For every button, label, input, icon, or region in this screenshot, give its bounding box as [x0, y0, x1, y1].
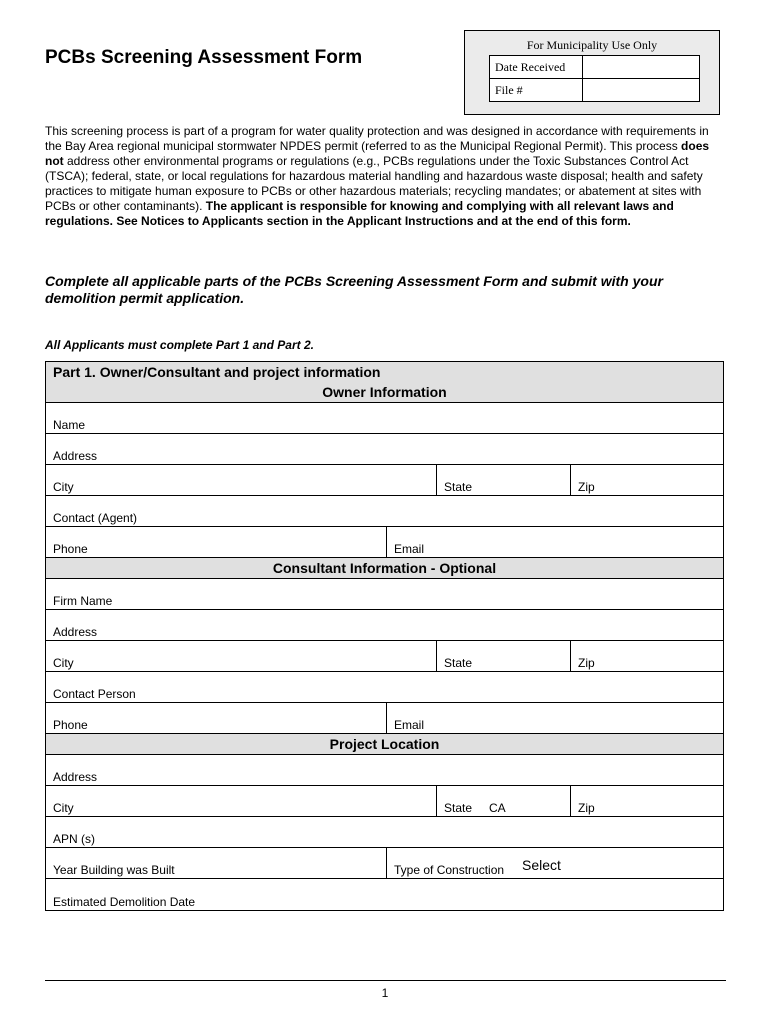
- owner-name-label: Name: [53, 418, 86, 432]
- consultant-address-row: [46, 610, 723, 641]
- consultant-state-label: State: [444, 656, 473, 670]
- intro-text-2: address other environmental programs or regulations (e.g., PCBs regulations under the Toxic Substances Control Act (TSCA); federal, state, or local regulations for hazardous material handling and hazardous waste disposal; health and safety practices to mitigate human exposure to PCBs or other hazardous materials; recycling mandates; or abatement at sites with PCBs or other contaminants).: [45, 154, 703, 213]
- project-city-field[interactable]: [46, 786, 436, 816]
- municipality-header: For Municipality Use Only: [526, 38, 658, 52]
- project-address-row: [46, 755, 723, 786]
- project-apn-row: [46, 817, 723, 848]
- owner-contact-row: [46, 496, 723, 527]
- municipality-use-box: [464, 30, 720, 115]
- owner-city-label: City: [53, 480, 74, 494]
- consultant-phone-field[interactable]: [46, 703, 386, 733]
- intro-bold-1: does not: [45, 139, 710, 168]
- consultant-address-label: Address: [53, 625, 98, 639]
- consultant-contact-row: [46, 672, 723, 703]
- consultant-contact-label: Contact Person: [53, 687, 136, 701]
- owner-address-label: Address: [53, 449, 98, 463]
- owner-contact-label: Contact (Agent): [53, 511, 138, 525]
- consultant-city-field[interactable]: [46, 641, 436, 671]
- project-state-value: CA: [489, 801, 506, 815]
- file-number-field[interactable]: [583, 79, 700, 102]
- owner-address-field[interactable]: [46, 434, 723, 464]
- project-zip-label: Zip: [578, 801, 595, 815]
- project-city-label: City: [53, 801, 74, 815]
- owner-zip-label: Zip: [578, 480, 595, 494]
- consultant-email-label: Email: [394, 718, 425, 732]
- project-section-heading: Project Location: [46, 734, 723, 755]
- project-apn-label: APN (s): [53, 832, 95, 846]
- consultant-phone-label: Phone: [53, 718, 88, 732]
- intro-bold-2: The applicant is responsible for knowing and complying with all relevant laws and regulations. See Notices to Applicants section in the Applicant Instructions and at the end of this form.: [45, 199, 674, 228]
- date-received-field[interactable]: [583, 56, 700, 79]
- project-year-row: [46, 848, 723, 879]
- year-built-label: Year Building was Built: [53, 863, 175, 877]
- consultant-firm-label: Firm Name: [53, 594, 113, 608]
- construction-type-cell: [386, 848, 723, 878]
- page-number: 1: [381, 986, 389, 1000]
- municipality-table: [489, 55, 700, 102]
- demolition-date-label: Estimated Demolition Date: [53, 895, 196, 909]
- owner-name-field[interactable]: [46, 403, 723, 433]
- consultant-zip-label: Zip: [578, 656, 595, 670]
- project-city-row: [46, 786, 723, 817]
- consultant-firm-field[interactable]: [46, 579, 723, 609]
- project-address-label: Address: [53, 770, 98, 784]
- intro-paragraph: [45, 124, 723, 229]
- construction-type-label: Type of Construction: [394, 863, 505, 877]
- owner-address-row: [46, 434, 723, 465]
- owner-phone-row: [46, 527, 723, 558]
- owner-contact-field[interactable]: [46, 496, 723, 526]
- owner-city-field[interactable]: [46, 465, 436, 495]
- demolition-date-row: [46, 879, 723, 910]
- owner-phone-label: Phone: [53, 542, 88, 556]
- file-number-label: File #: [490, 79, 583, 102]
- construction-type-select[interactable]: Select: [522, 857, 561, 873]
- page-title: PCBs Screening Assessment Form: [45, 47, 363, 68]
- project-state-label: State: [444, 801, 473, 815]
- owner-section-heading: Owner Information: [46, 382, 723, 403]
- consultant-contact-field[interactable]: [46, 672, 723, 702]
- owner-name-row: [46, 403, 723, 434]
- consultant-city-row: [46, 641, 723, 672]
- project-apn-field[interactable]: [46, 817, 723, 847]
- part1-form: [45, 361, 724, 911]
- consultant-address-field[interactable]: [46, 610, 723, 640]
- consultant-zip-field[interactable]: [570, 641, 723, 671]
- owner-email-field[interactable]: [386, 527, 723, 557]
- owner-city-row: [46, 465, 723, 496]
- consultant-firm-row: [46, 579, 723, 610]
- consultant-state-field[interactable]: [436, 641, 570, 671]
- instruction-lead: Complete all applicable parts of the PCBs Screening Assessment Form and submit with your demolition permit application.: [45, 273, 663, 306]
- part1-title: Part 1. Owner/Consultant and project information: [46, 362, 723, 382]
- consultant-section-heading: Consultant Information - Optional: [46, 558, 723, 579]
- project-state-field[interactable]: [436, 786, 570, 816]
- project-address-field[interactable]: [46, 755, 723, 785]
- owner-state-label: State: [444, 480, 473, 494]
- date-received-label: Date Received: [490, 56, 583, 79]
- consultant-city-label: City: [53, 656, 74, 670]
- owner-email-label: Email: [394, 542, 425, 556]
- owner-state-field[interactable]: [436, 465, 570, 495]
- owner-phone-field[interactable]: [46, 527, 386, 557]
- owner-zip-field[interactable]: [570, 465, 723, 495]
- must-complete-note: All Applicants must complete Part 1 and Part 2.: [45, 338, 314, 352]
- intro-text-1: This screening process is part of a program for water quality protection and was designed in accordance with requirements in the Bay Area regional municipal stormwater NPDES permit (referred to as the Municipal Regional Permit). This process: [45, 124, 709, 153]
- year-built-field[interactable]: [46, 848, 386, 878]
- consultant-email-field[interactable]: [386, 703, 723, 733]
- consultant-phone-row: [46, 703, 723, 734]
- footer-divider: [45, 980, 726, 981]
- project-zip-field[interactable]: [570, 786, 723, 816]
- demolition-date-field[interactable]: [46, 879, 723, 910]
